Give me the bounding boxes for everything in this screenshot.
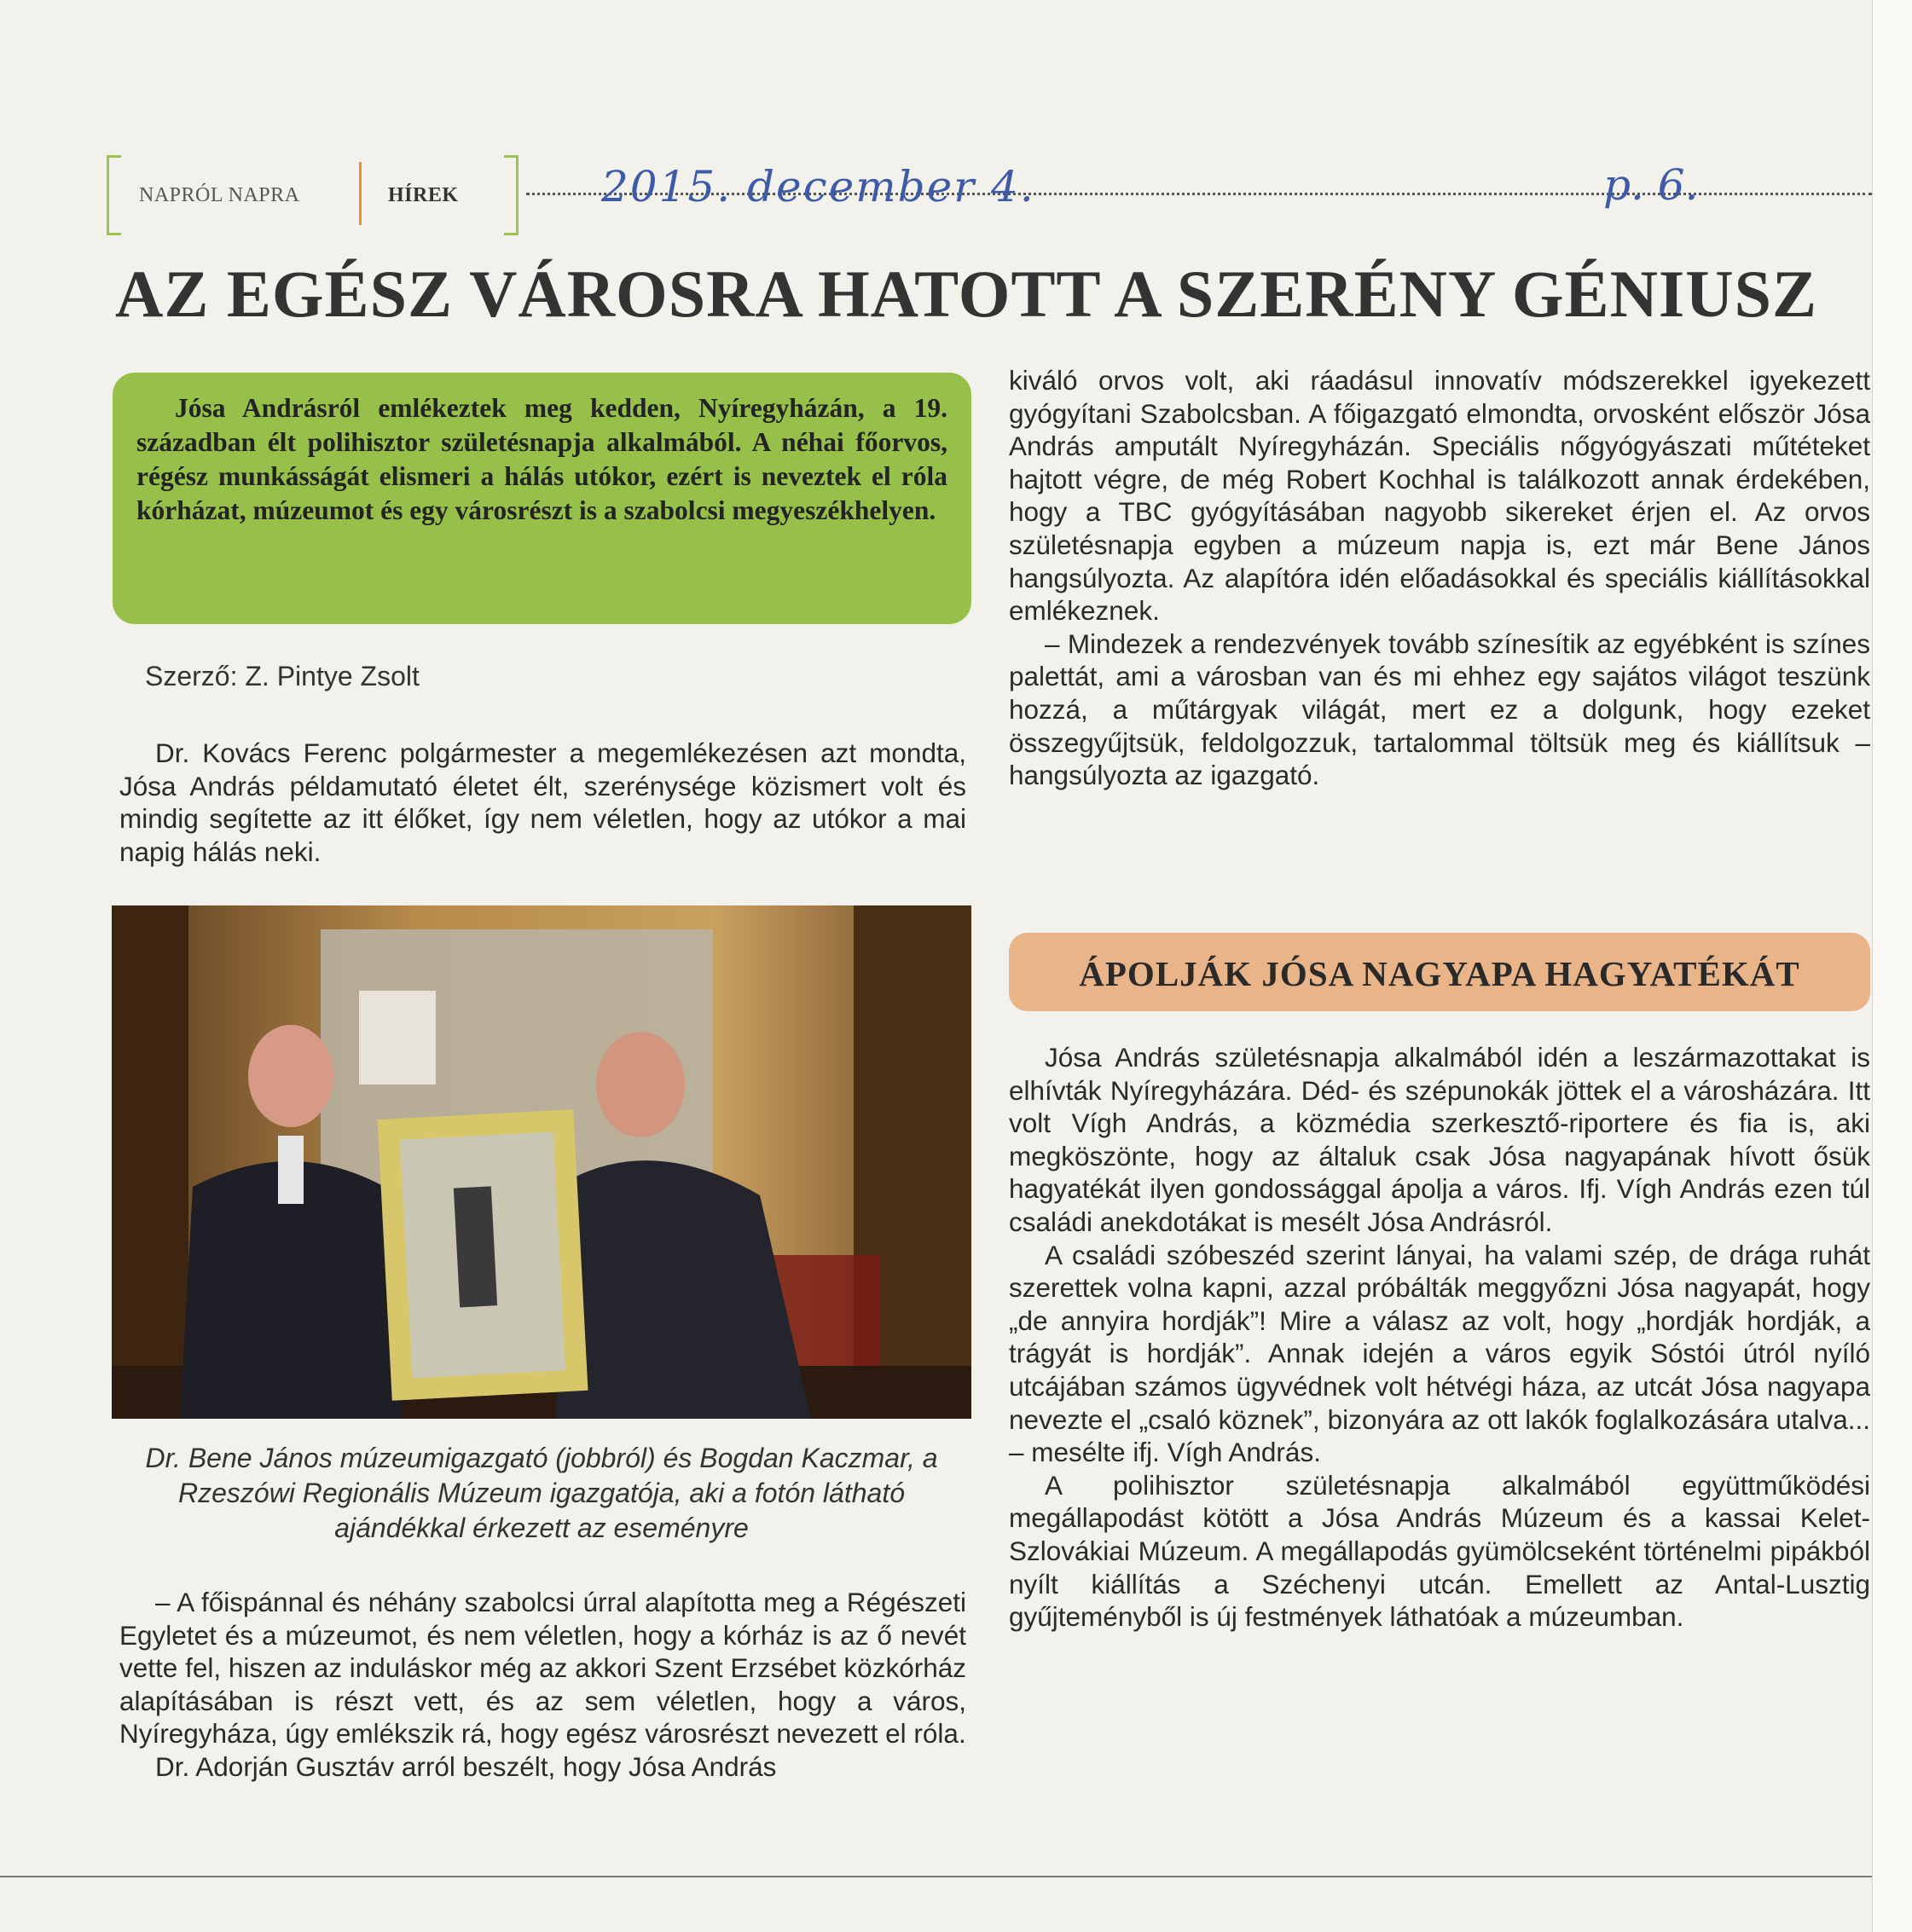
left-paragraph: Dr. Adorján Gusztáv arról beszélt, hogy Jósa András xyxy=(155,1750,777,1782)
lead-text: Jósa Andrásról emlékeztek meg kedden, Nyíregyházán, a 19. században élt polihisztor születésnapja alkalmából. A néhai főorvos, régész munkásságát elismeri a hálás utókor, ezért is neveztek el róla kórházat, múzeumot és egy városrészt is a szabolcsi megyeszékhelyen. xyxy=(136,393,947,525)
intro-paragraph: Dr. Kovács Ferenc polgármester a megemlékezésen azt mondta, Jósa András példamutató életet élt, szerénysége közismert volt és mindig segítette az itt élőket, így nem véletlen, hogy az utókor a mai napig hálás neki. xyxy=(119,738,966,867)
subheading: ÁPOLJÁK JÓSA NAGYAPA HAGYATÉKÁT xyxy=(1079,954,1800,993)
left-column-body xyxy=(119,1586,966,1784)
bottom-rule xyxy=(0,1876,1872,1877)
left-column-intro xyxy=(119,737,966,868)
section-divider xyxy=(359,162,362,225)
right-paragraph: kiváló orvos volt, aki ráadásul innovatív módszerekkel igyekezett gyógyítani Szabolcsban. A főigazgató elmondta, orvosként először Jósa András amputált Nyíregyházán. Speciális nőgyógyászati műtéteket hajtott végre, de még Robert Kochhal is találkozott annak érdekében, hogy a TBC gyógyításában nagyobb sikereket érjen el. Az orvos születésnapja egyben a múzeum napja is, ezt már Bene János hangsúlyozta. Az alapítóra idén előadásokkal és speciális kiállításokkal emlékeznek. xyxy=(1009,365,1870,627)
section-bracket-right xyxy=(504,155,519,235)
section-bracket-left xyxy=(107,155,121,235)
page-headline: AZ EGÉSZ VÁROSRA HATOTT A SZERÉNY GÉNIUSZ xyxy=(115,257,1817,331)
author-line: Szerző: Z. Pintye Zsolt xyxy=(145,661,420,691)
event-photo xyxy=(112,905,971,1419)
left-paragraph: – A főispánnal és néhány szabolcsi úrral alapította meg a Régészeti Egyletet és a múzeumot, és nem véletlen, hogy a kórház is az ő nevét vette fel, hiszen az induláskor még az akkori Szent Erzsébet közkórház alapításában is részt vett, és az sem véletlen, hogy a város, Nyíregyháza, úgy emlékszik rá, hogy egész városrészt nevezett el róla. xyxy=(119,1587,966,1750)
right-paragraph: – Mindezek a rendezvények tovább színesítik az egyébként is színes palettát, ami a városban van és mi ehhez egy sajátos világot teszünk hozzá, a műtárgyak világát, mert ez a dolgunk, hogy ezeket összegyűjtsük, feldolgozzuk, tartalommal töltsük meg és kiállítsuk – hangsúlyozta az igazgató. xyxy=(1009,628,1870,791)
right-paragraph: A családi szóbeszéd szerint lányai, ha valami szép, de drága ruhát szerettek volna kapni, azzal próbálták meggyőzni Jósa nagyapát, hogy „de annyira hordják”! Mire a válasz az volt, hogy „hordják hordják, a trágyát is hordják”. Annak idején a város egyik Sóstói útról nyíló utcájában számos ügyvédnek volt hétvégi háza, az utcát Jósa nagyapa nevezte el „csaló köznek”, bizonyára az ott lakók foglalkozására utalva... – mesélte ifj. Vígh András. xyxy=(1009,1239,1870,1468)
section-label-naprol-napra: NAPRÓL NAPRA xyxy=(139,184,300,206)
section-label-hirek: HÍREK xyxy=(388,184,459,206)
right-paragraph: Jósa András születésnapja alkalmából idén a leszármazottakat is elhívták Nyíregyházára. Déd- és szépunokák jöttek el a városházára. Itt volt Vígh András, a közmédia szerkesztő-riportere és fia is, aki megköszönte, hogy az általuk csak Jósa nagyapának hívott ősük hagyatékát ilyen gondossággal ápolja a város. Ifj. Vígh András ezen túl családi anekdotákat is mesélt Jósa Andrásról. xyxy=(1009,1042,1870,1237)
photo-caption: Dr. Bene János múzeumigazgató (jobbról) és Bogdan Kaczmar, a Rzeszówi Regionális Múzeum igazgatója, aki a fotón látható ajándékkal érkezett az eseményre xyxy=(145,1443,938,1543)
right-paragraph: A polihisztor születésnapja alkalmából együttműködési megállapodást kötött a Jósa András Múzeum és a kassai Kelet-Szlovákiai Múzeum. A megállapodás gyümölcseként történelmi pipákból nyílt kiállítás a Széchenyi utcán. Emellett az Antal-Lusztig gyűjteményből is új festmények láthatóak a múzeumban. xyxy=(1009,1469,1870,1633)
handwritten-page-number: p. 6. xyxy=(1603,160,1699,210)
lead-box xyxy=(113,373,971,624)
handwritten-date: 2015. december 4. xyxy=(601,162,1035,211)
right-column-bottom xyxy=(1009,1041,1870,1634)
right-column-top xyxy=(1009,364,1870,792)
